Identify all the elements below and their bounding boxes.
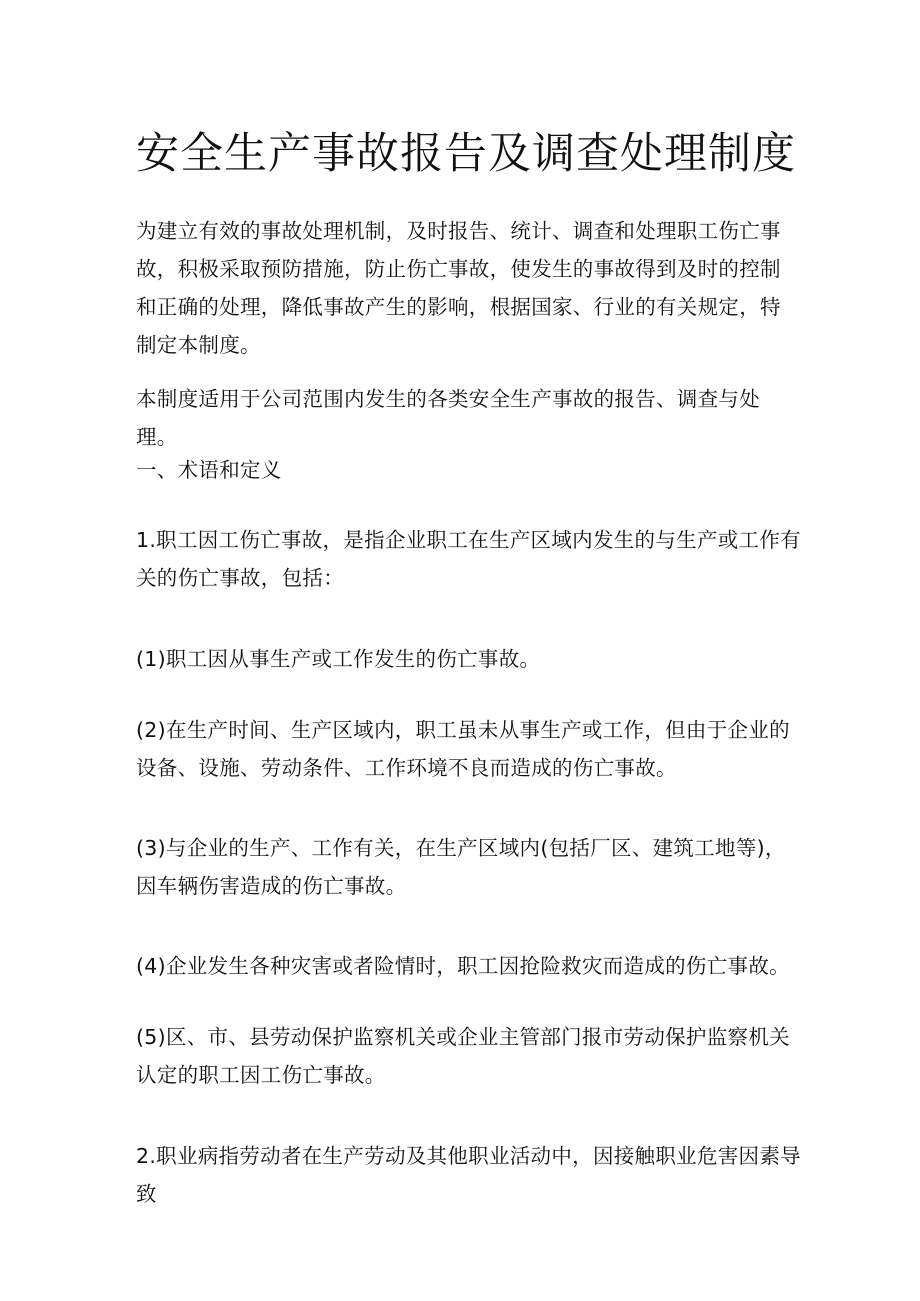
list-item: (2)在生产时间、生产区域内，职工虽未从事生产或工作，但由于企业的设备、设施、劳动条件、工作环境不良而造成的伤亡事故。	[136, 718, 790, 780]
section-heading-terms: 一、术语和定义	[136, 458, 282, 482]
scope-paragraph: 本制度适用于公司范围内发生的各类安全生产事故的报告、调查与处理。	[136, 387, 760, 449]
intro-paragraph: 为建立有效的事故处理机制，及时报告、统计、调查和处理职工伤亡事故，积极采取预防措施，防止伤亡事故，使发生的事故得到及时的控制和正确的处理，降低事故产生的影响，根据国家、行业的有关规定，特制定本制度。	[136, 219, 781, 357]
definition-1-paragraph: 1.职工因工伤亡事故，是指企业职工在生产区域内发生的与生产或工作有关的伤亡事故，包括：	[136, 528, 801, 590]
definition-2-paragraph: 2.职业病指劳动者在生产劳动及其他职业活动中，因接触职业危害因素导致	[136, 1144, 801, 1206]
document-title: 安全生产事故报告及调查处理制度	[136, 129, 796, 179]
list-item: (1)职工因从事生产或工作发生的伤亡事故。	[136, 647, 541, 671]
list-item: (4)企业发生各种灾害或者险情时，职工因抢险救灾而造成的伤亡事故。	[136, 954, 790, 978]
list-item: (5)区、市、县劳动保护监察机关或企业主管部门报市劳动保护监察机关认定的职工因工伤亡事故。	[136, 1025, 790, 1087]
list-item: (3)与企业的生产、工作有关，在生产区域内(包括厂区、建筑工地等)，因车辆伤害造成的伤亡事故。	[136, 836, 786, 898]
